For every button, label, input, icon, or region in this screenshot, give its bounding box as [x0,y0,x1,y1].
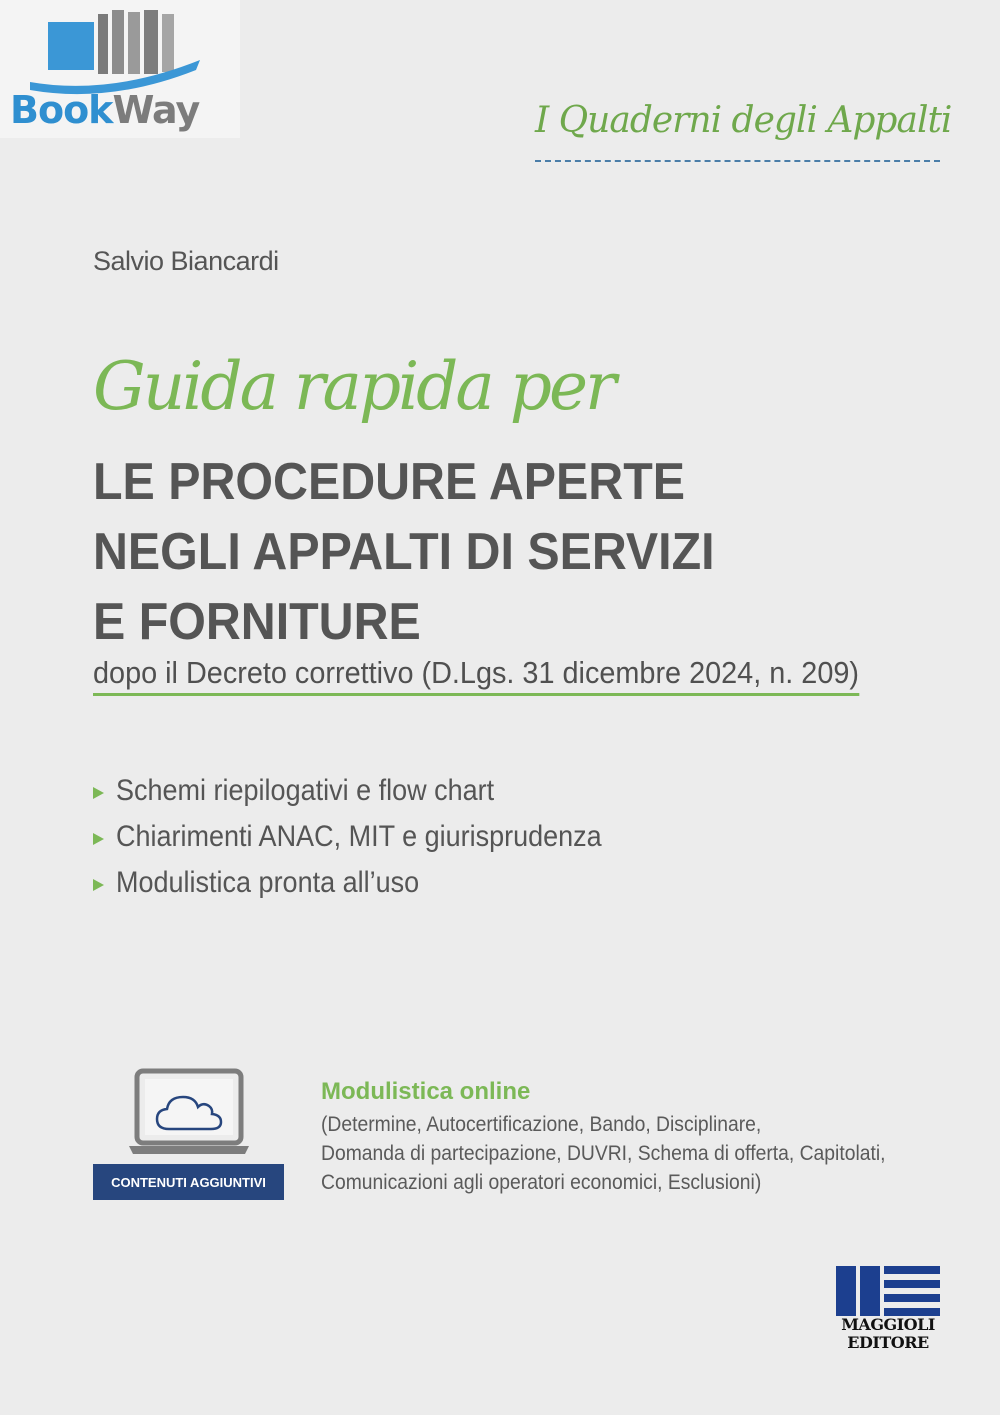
main-title [93,447,884,657]
author-name: Salvio Biancardi [93,246,279,276]
bookway-way: Way [112,88,200,132]
series-divider [535,160,940,162]
publisher-name [836,1316,940,1352]
title-line: LE PROCEDURE APERTE [93,453,686,511]
publisher-line: MAGGIOLI [841,1315,935,1334]
triangle-bullet-icon [93,879,104,891]
description-line: (Determine, Autocertificazione, Bando, Disciplinare, [321,1113,762,1136]
triangle-bullet-icon [93,787,104,799]
online-forms-title: Modulistica online [321,1078,531,1105]
bookway-watermark-logo [0,0,240,138]
title-kicker: Guida rapida per [93,348,614,425]
online-forms-description [321,1110,891,1197]
title-line: NEGLI APPALTI DI SERVIZI [93,523,715,581]
feature-text: Modulistica pronta all’uso [116,866,420,899]
feature-text: Schemi riepilogativi e flow chart [116,774,495,807]
list-item [93,860,656,906]
description-line: Domanda di partecipazione, DUVRI, Schema di offerta, Capitolati, [321,1142,886,1165]
additional-content-badge: CONTENUTI AGGIUNTIVI [93,1164,284,1200]
list-item [93,768,656,814]
bookway-book: Book [10,88,113,132]
maggioli-logo-mark [836,1266,940,1318]
bookway-logo-text [10,88,199,132]
triangle-bullet-icon [93,833,104,845]
list-item [93,814,656,860]
publisher-line: EDITORE [847,1333,929,1352]
title-line: E FORNITURE [93,593,421,651]
series-name: I Quaderni degli Appalti [535,100,952,141]
subtitle: dopo il Decreto correttivo (D.Lgs. 31 dicembre 2024, n. 209) [93,655,859,696]
laptop-cloud-icon [127,1068,251,1158]
feature-list [93,768,656,906]
feature-text: Chiarimenti ANAC, MIT e giurisprudenza [116,820,602,853]
description-line: Comunicazioni agli operatori economici, Esclusioni) [321,1171,762,1194]
